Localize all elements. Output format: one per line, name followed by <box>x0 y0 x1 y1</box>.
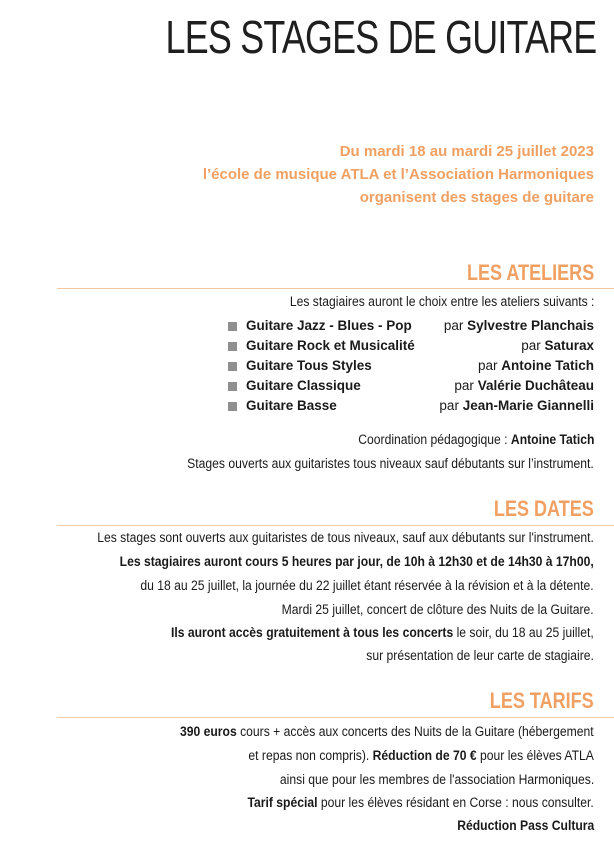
coordination-line: Coordination pédagogique : Antoine Tatich <box>357 432 594 447</box>
intro-organizers: l’école de musique ATLA et l’Association Harmoniques <box>202 166 594 183</box>
list-item <box>228 376 594 396</box>
atelier-teacher: par Jean-Marie Giannelli <box>439 398 594 413</box>
open-note: Stages ouverts aux guitaristes tous niveaux sauf débutants sur l’instrument. <box>187 456 594 471</box>
dates-line-6: sur présentation de leur carte de stagiaire. <box>366 648 594 663</box>
intro-purpose: organisent des stages de guitare <box>359 189 594 206</box>
tarifs-heading: LES TARIFS <box>490 688 594 713</box>
list-item <box>228 356 594 376</box>
intro-dates: Du mardi 18 au mardi 25 juillet 2023 <box>339 143 594 160</box>
atelier-name: Guitare Basse <box>246 398 337 413</box>
dates-line-4: Mardi 25 juillet, concert de clôture des Nuits de la Guitare. <box>281 602 594 617</box>
list-item <box>228 336 594 356</box>
atelier-name: Guitare Jazz - Blues - Pop <box>246 318 412 333</box>
intro-block <box>203 140 594 209</box>
atelier-name: Guitare Classique <box>246 378 361 393</box>
tarifs-line-1: 390 euros cours + accès aux concerts des Nuits de la Guitare (hébergement <box>180 724 594 739</box>
atelier-name: Guitare Tous Styles <box>246 358 372 373</box>
dates-line-2: Les stagiaires auront cours 5 heures par jour, de 10h à 12h30 et de 14h30 à 17h00, <box>119 554 594 569</box>
ateliers-intro: Les stagiaires auront le choix entre les ateliers suivants : <box>289 294 594 309</box>
dates-heading: LES DATES <box>494 496 594 521</box>
square-bullet-icon <box>228 342 237 351</box>
atelier-teacher: par Saturax <box>521 338 594 353</box>
square-bullet-icon <box>228 362 237 371</box>
tarifs-divider <box>57 717 614 718</box>
atelier-name: Guitare Rock et Musicalité <box>246 338 415 353</box>
dates-line-1: Les stages sont ouverts aux guitaristes de tous niveaux, sauf aux débutants sur l'instrument. <box>97 530 594 545</box>
square-bullet-icon <box>228 382 237 391</box>
atelier-teacher: par Valérie Duchâteau <box>454 378 594 393</box>
tarifs-line-5: Réduction Pass Cultura <box>456 818 594 833</box>
page-title: LES STAGES DE GUITARE <box>165 11 596 63</box>
ateliers-divider <box>57 288 614 289</box>
list-item <box>228 396 594 416</box>
dates-line-3: du 18 au 25 juillet, la journée du 22 juillet étant réservée à la révision et à la détente. <box>140 578 594 593</box>
tarifs-line-4: Tarif spécial pour les élèves résidant en Corse : nous consulter. <box>247 795 594 810</box>
atelier-teacher: par Antoine Tatich <box>477 358 594 373</box>
ateliers-list <box>228 316 594 416</box>
ateliers-heading: LES ATELIERS <box>466 260 594 285</box>
tarifs-line-2: et repas non compris). Réduction de 70 € pour les élèves ATLA <box>248 748 594 763</box>
atelier-teacher: par Sylvestre Planchais <box>443 318 594 333</box>
tarifs-line-3: ainsi que pour les membres de l'association Harmoniques. <box>279 772 594 787</box>
dates-line-5: Ils auront accès gratuitement à tous les concerts le soir, du 18 au 25 juillet, <box>171 625 594 640</box>
dates-divider <box>57 525 614 526</box>
square-bullet-icon <box>228 322 237 331</box>
square-bullet-icon <box>228 402 237 411</box>
list-item <box>228 316 594 336</box>
